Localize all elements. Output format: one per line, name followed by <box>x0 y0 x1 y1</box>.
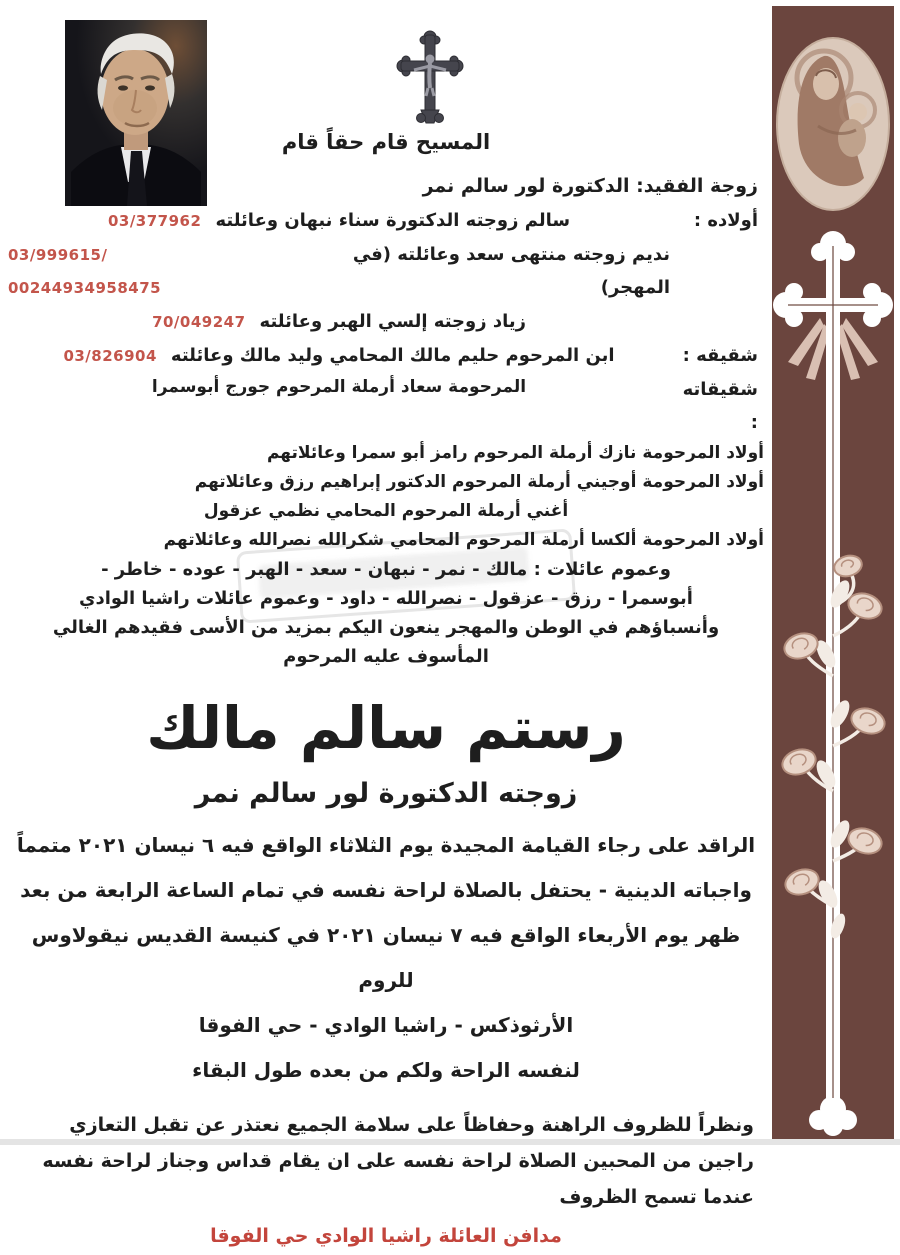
brother-line <box>8 339 670 373</box>
child-name-text: سالم زوجته الدكتورة سناء نبهان وعائلته <box>215 210 571 231</box>
families-line: وأنسباؤهم في الوطن والمهجر ينعون اليكم بمزيد من الأسى فقيدهم الغالي <box>52 617 720 638</box>
sister-line: أولاد المرحومة أوجيني أرملة المرحوم الدكتور إبراهيم رزق وعائلاتهم <box>194 472 764 492</box>
sister-line: أولاد المرحومة ألكسا أرملة المرحوم المحامي شكرالله نصرالله وعائلاتهم <box>163 530 764 550</box>
families-line: وعموم عائلات : مالك - نمر - نبهان - سعد - الهبر - عوده - خاطر - <box>101 559 671 580</box>
service-line: الأرثوذكس - راشيا الوادي - حي الفوقا <box>198 1013 574 1037</box>
child-line <box>8 204 670 238</box>
condolence-line: ونظراً للظروف الراهنة وحفاظاً على سلامة الجميع نعتذر عن تقبل التعازي <box>69 1114 754 1136</box>
sister-line: أغني أرملة المرحوم المحامي نظمي عزقول <box>203 501 569 521</box>
families-line: المأسوف عليه المرحوم <box>283 646 489 667</box>
sisters-label: شقيقاته : <box>682 379 758 433</box>
families-line: أبوسمرا - رزق - عزقول - نصرالله - داود - وعموم عائلات راشيا الوادي <box>79 588 693 609</box>
christ-risen-line: المسيح قام حقاً قام <box>281 130 491 154</box>
brother-phone-number: 03/826904 <box>63 347 157 365</box>
condolence-line: عندما تسمح الظروف <box>559 1186 754 1208</box>
virgin-mary-icon <box>777 38 889 210</box>
child-line <box>8 238 670 305</box>
condolence-line: راجين من المحبين الصلاة لراحة نفسه على ان يقام قداس وجناز لراحة نفسه <box>42 1150 754 1172</box>
child-phone-number: 03/377962 <box>107 212 202 230</box>
obituary-text-column <box>8 126 764 1255</box>
child-name-text: زياد زوجته إلسي الهبر وعائلته <box>259 311 526 332</box>
sister-line: المرحومة سعاد أرملة المرحوم جورج أبوسمرا <box>151 377 527 397</box>
deceased-wife-subtitle: زوجته الدكتورة لور سالم نمر <box>194 778 578 809</box>
child-name-text: نديم زوجته منتهى سعد وعائلته (في المهجر) <box>352 244 670 298</box>
crucifix-icon <box>392 26 468 126</box>
scan-edge-artifact <box>0 1139 900 1145</box>
brother-label: شقيقه : <box>682 345 758 366</box>
sister-line: أولاد المرحومة نازك أرملة المرحوم رامز أبو سمرا وعائلاتهم <box>266 443 764 463</box>
deceased-name: رستم سالم مالك <box>146 694 626 762</box>
child-phone-number: 03/999615/ 00244934958475 <box>8 246 162 297</box>
memorial-side-band <box>772 6 894 1139</box>
child-line <box>8 305 670 339</box>
sisters-section <box>8 373 764 439</box>
brother-name-text: ابن المرحوم حليم مالك المحامي وليد مالك وعائلته <box>170 345 615 366</box>
child-phone-number: 70/049247 <box>152 313 246 331</box>
service-line: واجباته الدينية - يحتفل بالصلاة لراحة نفسه في تمام الساعة الرابعة من بعد <box>20 878 752 902</box>
burial-place-note: مدافن العائلة راشيا الوادي حي الفوقا <box>210 1225 562 1247</box>
children-label: أولاده : <box>693 210 758 231</box>
service-line: الراقد على رجاء القيامة المجيدة يوم الثلاثاء الواقع فيه ٦ نيسان ٢٠٢١ متمماً <box>16 833 756 857</box>
wife-of-deceased-line: زوجة الفقيد: الدكتورة لور سالم نمر <box>422 175 758 197</box>
brother-section <box>8 339 764 373</box>
service-line: لنفسه الراحة ولكم من بعده طول البقاء <box>192 1058 580 1082</box>
children-section <box>8 204 764 339</box>
service-line: ظهر يوم الأربعاء الواقع فيه ٧ نيسان ٢٠٢١ في كنيسة القديس نيقولاوس للروم <box>31 923 741 992</box>
